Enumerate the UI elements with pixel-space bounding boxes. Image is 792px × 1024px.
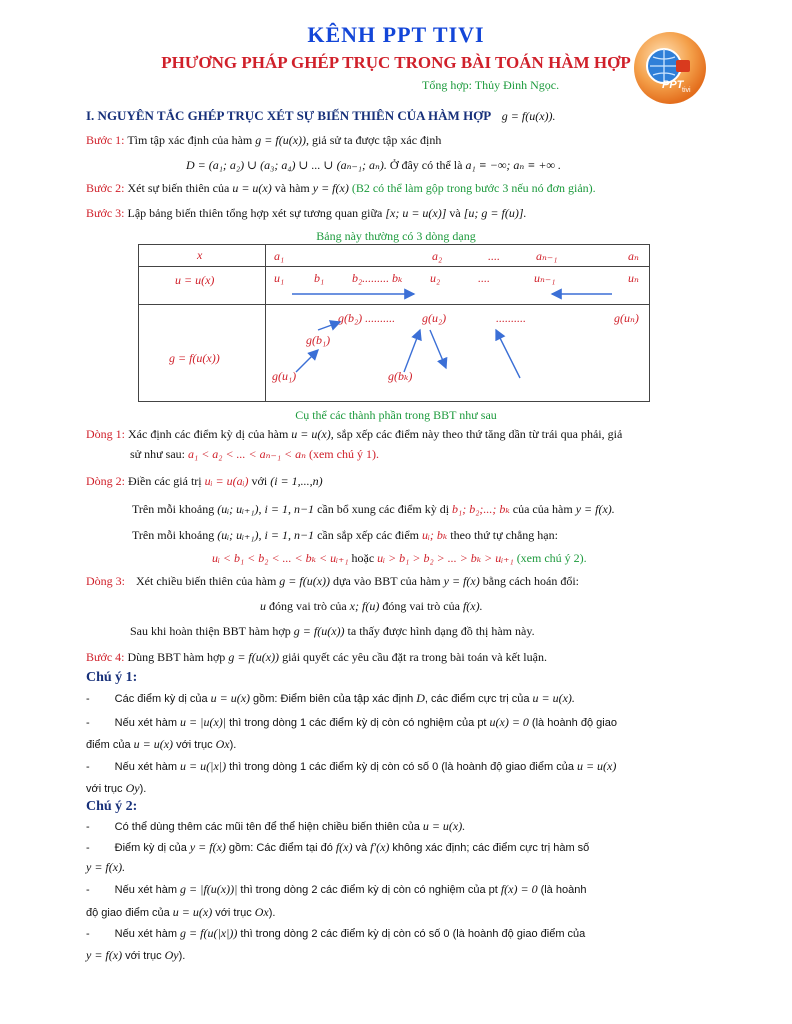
cell-an-1: aₙ₋₁	[536, 249, 558, 263]
note1-heading: Chú ý 1:	[86, 670, 138, 685]
note2-item: - Điểm kỳ dị của y = f(x) gồm: Các điểm tại đó f(x) và f′(x) không xác định; các điểm cực trị hàm số	[86, 840, 590, 854]
step3-line: Bước 3: Lập bảng biến thiên tổng hợp xét sự tương quan giữa [x; u = u(x)] và [u; g = f(u)].	[86, 206, 527, 220]
row3-line3: Sau khi hoàn thiện BBT hàm hợp g = f(u(x)) ta thấy được hình dạng đồ thị hàm này.	[130, 624, 535, 638]
cell-bk: bₖ	[392, 271, 403, 285]
note1-item: - Nếu xét hàm u = |u(x)| thì trong dòng 1 các điểm kỳ dị còn có nghiệm của pt u(x) = 0 (là hoành độ giao	[86, 715, 617, 729]
cell-a2: a₂	[432, 249, 443, 263]
row-label-x: x	[197, 248, 203, 262]
cell-u2: u₂	[430, 271, 441, 285]
cell-gbk: g(bₖ)	[388, 369, 413, 383]
step1-line: Bước 1: Tìm tập xác định của hàm g = f(u(x)), giả sử ta được tập xác định	[86, 133, 442, 147]
note1-item-cont: với trục Oy).	[86, 781, 147, 795]
cell-dots: ....	[488, 249, 500, 263]
note2-item-cont: độ giao điểm của u = u(x) với trục Ox).	[86, 905, 276, 919]
logo-sub: tivi	[682, 87, 691, 94]
step2-line: Bước 2: Xét sự biến thiên của u = u(x) và hàm y = f(x) (B2 có thể làm gộp trong bước 3 nếu nó đơn giản).	[86, 181, 596, 195]
arrow-up-icon	[318, 322, 340, 330]
note1-item: - Các điểm kỳ dị của u = u(x) gồm: Điểm biên của tập xác định D, các điểm cực trị của u = u(x).	[86, 691, 575, 705]
cell-a1: a₁	[274, 249, 285, 263]
arrow-up-icon	[496, 330, 520, 378]
note2-item-cont: y = f(x) với trục Oy).	[86, 948, 186, 962]
step4-line: Bước 4: Dùng BBT hàm hợp g = f(u(x)) giải quyết các yêu cầu đặt ra trong bài toán và kết luận.	[86, 650, 547, 664]
step1-domain: D = (a₁; a₂) ∪ (a₃; a₄) ∪ ... ∪ (aₙ₋₁; aₙ). Ở đây có thể là a₁ ≡ −∞; aₙ ≡ +∞ .	[186, 158, 561, 172]
note2-item: - Nếu xét hàm g = |f(u(x))| thì trong dòng 2 các điểm kỳ dị còn có nghiệm của pt f(x) = 0 (là hoành	[86, 882, 587, 896]
cell-u1: u₁	[274, 271, 285, 285]
row1-line: Dòng 1: Xác định các điểm kỳ dị của hàm u = u(x), sắp xếp các điểm này theo thứ tăng dần từ trái qua phải, giả	[86, 427, 623, 441]
arrow-down-icon	[430, 330, 446, 368]
cell-udots: ....	[478, 271, 490, 285]
row2-line3: Trên mỗi khoảng (uᵢ; uᵢ₊₁), i = 1, n−1 cần sắp xếp các điểm uᵢ; bₖ theo thứ tự chẳng hạn:	[132, 528, 558, 542]
section-heading: I. NGUYÊN TẮC GHÉP TRỤC XÉT SỰ BIẾN THIÊN CỦA HÀM HỢP g = f(u(x)).	[86, 108, 556, 123]
cell-un: uₙ	[628, 271, 639, 285]
cell-gu2: g(u₂)	[422, 311, 447, 325]
arrow-up-icon	[404, 330, 420, 372]
cell-gb1: g(b₁)	[306, 333, 331, 347]
page-subtitle: PHƯƠNG PHÁP GHÉP TRỤC TRONG BÀI TOÁN HÀM HỢP	[161, 53, 631, 72]
table-explain-caption: Cụ thể các thành phần trong BBT như sau	[295, 408, 497, 422]
cell-gb2: g(b₂) ..........	[338, 311, 396, 325]
row3-line: Dòng 3: Xét chiều biến thiên của hàm g = f(u(x)) dựa vào BBT của hàm y = f(x) bằng cách hoán đổi:	[86, 574, 580, 588]
credit-line: Tổng hợp: Thủy Đinh Ngọc.	[422, 78, 560, 92]
cell-gu1: g(u₁)	[272, 369, 297, 383]
page-title: KÊNH PPT TIVI	[307, 22, 485, 47]
row1-order: sử như sau: a₁ < a₂ < ... < aₙ₋₁ < aₙ (xem chú ý 1).	[130, 447, 379, 461]
cell-an: aₙ	[628, 249, 639, 263]
row-label-g: g = f(u(x))	[169, 351, 220, 365]
cell-b1: b₁	[314, 271, 325, 285]
logo-text: PPT	[662, 79, 684, 91]
note1-item: - Nếu xét hàm u = u(|x|) thì trong dòng 1 các điểm kỳ dị còn có số 0 (là hoành độ giao điểm của u = u(x)	[86, 759, 617, 773]
row2-line2: Trên mỗi khoảng (uᵢ; uᵢ₊₁), i = 1, n−1 cần bổ xung các điểm kỳ dị b₁; b₂;...; bₖ của của hàm y = f(x).	[132, 502, 615, 516]
cell-gdots: ..........	[496, 311, 526, 325]
note2-heading: Chú ý 2:	[86, 799, 138, 814]
row-label-u: u = u(x)	[175, 273, 215, 287]
note2-item-cont: y = f(x).	[86, 860, 126, 874]
note2-item: - Nếu xét hàm g = f(u(|x|)) thì trong dòng 2 các điểm kỳ dị còn có số 0 (là hoành độ giao điểm của	[86, 926, 586, 940]
cell-b2: b₂.........	[352, 271, 390, 285]
row3-swap: u đóng vai trò của x; f(u) đóng vai trò của f(x).	[260, 599, 483, 613]
cell-gun: g(uₙ)	[614, 311, 639, 325]
arrow-up-icon	[296, 350, 318, 372]
note1-item-cont: điểm của u = u(x) với trục Ox).	[86, 737, 237, 751]
row2-line: Dòng 2: Điền các giá trị uᵢ = u(aᵢ) với (i = 1,...,n)	[86, 474, 323, 488]
cell-un-1: uₙ₋₁	[534, 271, 556, 285]
table-caption: Bảng này thường có 3 dòng dạng	[316, 229, 476, 243]
note2-item: - Có thể dùng thêm các mũi tên để thể hiện chiều biến thiên của u = u(x).	[86, 819, 466, 833]
row2-order: uᵢ < b₁ < b₂ < ... < bₖ < uᵢ₊₁ hoặc uᵢ > b₁ > b₂ > ... > bₖ > uᵢ₊₁ (xem chú ý 2).	[212, 551, 587, 565]
